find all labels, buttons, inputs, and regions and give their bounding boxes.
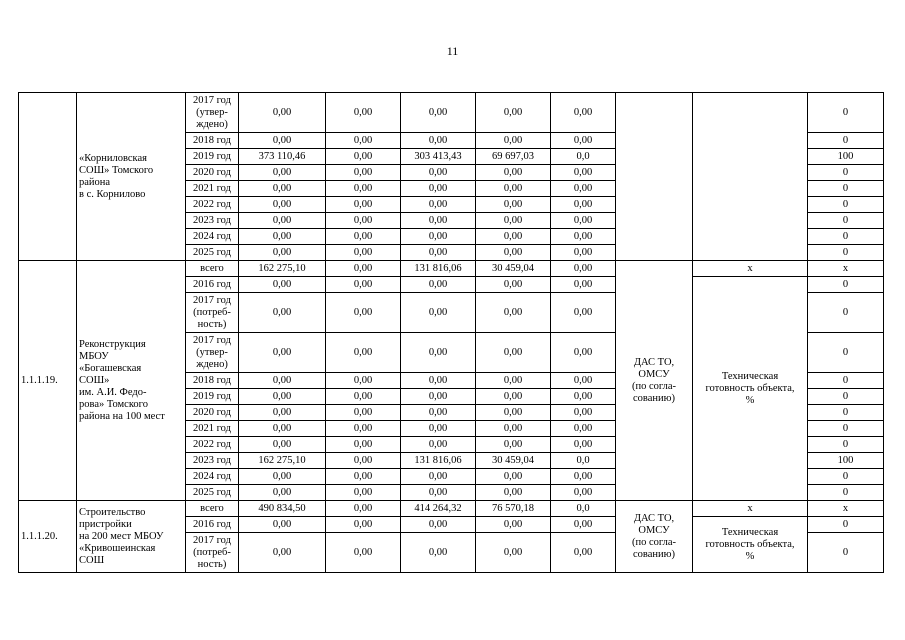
local-cell: 0,00 (476, 293, 551, 333)
local-cell: 0,00 (476, 229, 551, 245)
other-cell: 0,00 (551, 421, 616, 437)
total-cell: 0,00 (239, 133, 326, 149)
federal-cell: 0,00 (326, 261, 401, 277)
year-cell-line: 2016 год (193, 278, 231, 290)
item-title (77, 93, 186, 261)
other-cell: 0,00 (551, 133, 616, 149)
other-cell: 0,00 (551, 469, 616, 485)
year-cell-line: ждено) (196, 358, 228, 370)
federal-cell: 0,00 (326, 93, 401, 133)
year-cell-line: 2018 год (193, 374, 231, 386)
indicator-name-cell-line: готовность объекта, (705, 382, 795, 394)
regional-cell: 0,00 (401, 469, 476, 485)
regional-cell: 0,00 (401, 93, 476, 133)
other-cell: 0,0 (551, 453, 616, 469)
value-cell: 0 (808, 93, 884, 133)
value-cell: 0 (808, 213, 884, 229)
year-cell (186, 181, 239, 197)
federal-cell: 0,00 (326, 485, 401, 501)
year-cell (186, 261, 239, 277)
local-cell: 0,00 (476, 197, 551, 213)
item-title-line: СОШ» Томского (79, 164, 154, 176)
federal-cell: 0,00 (326, 501, 401, 517)
year-cell (186, 389, 239, 405)
item-title-line: СОШ (79, 554, 105, 566)
regional-cell: 0,00 (401, 405, 476, 421)
other-cell: 0,00 (551, 405, 616, 421)
year-cell-line: 2022 год (193, 438, 231, 450)
indicator-name-cell-line: готовность объекта, (705, 538, 795, 550)
federal-cell: 0,00 (326, 197, 401, 213)
indicator-name-cell-line: % (745, 550, 755, 562)
value-cell: 100 (808, 453, 884, 469)
table-row (19, 501, 884, 517)
responsible-cell-line: (по согла- (631, 536, 677, 548)
local-cell: 0,00 (476, 485, 551, 501)
local-cell: 0,00 (476, 437, 551, 453)
other-cell: 0,00 (551, 437, 616, 453)
value-cell: 100 (808, 149, 884, 165)
indicator-name-cell-line: Техническая (721, 370, 779, 382)
item-code: 1.1.1.19. (19, 261, 77, 501)
regional-cell: 0,00 (401, 133, 476, 149)
federal-cell: 0,00 (326, 213, 401, 229)
value-cell: 0 (808, 165, 884, 181)
responsible-cell-line: ДАС ТО, (633, 356, 675, 368)
federal-cell: 0,00 (326, 181, 401, 197)
federal-cell: 0,00 (326, 533, 401, 573)
other-cell: 0,00 (551, 277, 616, 293)
year-cell-line: (утвер- (196, 106, 228, 118)
local-cell: 0,00 (476, 389, 551, 405)
local-cell: 0,00 (476, 133, 551, 149)
other-cell: 0,0 (551, 501, 616, 517)
value-cell: 0 (808, 229, 884, 245)
value-cell: 0 (808, 245, 884, 261)
local-cell: 0,00 (476, 373, 551, 389)
year-cell (186, 405, 239, 421)
indicator-name-cell (693, 517, 808, 573)
indicator-name-cell (693, 93, 808, 261)
page-number: 11 (446, 44, 459, 58)
year-cell-line: (потреб- (193, 306, 231, 318)
local-cell: 0,00 (476, 517, 551, 533)
federal-cell: 0,00 (326, 469, 401, 485)
year-cell-line: 2024 год (193, 230, 231, 242)
year-cell (186, 133, 239, 149)
item-title (77, 261, 186, 501)
other-cell: 0,00 (551, 373, 616, 389)
responsible-cell-line: (по согла- (631, 380, 677, 392)
item-title-line: Строительство (79, 506, 146, 518)
total-cell: 0,00 (239, 437, 326, 453)
year-cell-line: 2023 год (193, 214, 231, 226)
indicator-name-cell-line: % (745, 394, 755, 406)
total-cell: 0,00 (239, 277, 326, 293)
indicator-name-cell-line: Техническая (721, 526, 779, 538)
federal-cell: 0,00 (326, 453, 401, 469)
year-cell (186, 165, 239, 181)
total-cell: 162 275,10 (239, 261, 326, 277)
total-cell: 0,00 (239, 533, 326, 573)
regional-cell: 0,00 (401, 389, 476, 405)
year-cell (186, 213, 239, 229)
year-cell (186, 485, 239, 501)
year-cell-line: 2016 год (193, 518, 231, 530)
item-code: 1.1.1.20. (19, 501, 77, 573)
federal-cell: 0,00 (326, 277, 401, 293)
indicator-cell: х (693, 261, 808, 277)
year-cell-line: (утвер- (196, 346, 228, 358)
year-cell-line: 2024 год (193, 470, 231, 482)
year-cell (186, 469, 239, 485)
local-cell: 0,00 (476, 165, 551, 181)
total-cell: 0,00 (239, 293, 326, 333)
local-cell: 0,00 (476, 421, 551, 437)
year-cell-line: 2017 год (193, 534, 231, 546)
regional-cell: 0,00 (401, 517, 476, 533)
regional-cell: 0,00 (401, 373, 476, 389)
regional-cell: 0,00 (401, 213, 476, 229)
value-cell: 0 (808, 333, 884, 373)
item-title-line: рова» Томского (79, 398, 148, 410)
total-cell: 490 834,50 (239, 501, 326, 517)
other-cell: 0,00 (551, 517, 616, 533)
year-cell (186, 229, 239, 245)
regional-cell: 303 413,43 (401, 149, 476, 165)
regional-cell: 0,00 (401, 245, 476, 261)
year-cell (186, 453, 239, 469)
value-cell: 0 (808, 133, 884, 149)
total-cell: 0,00 (239, 181, 326, 197)
regional-cell: 0,00 (401, 229, 476, 245)
federal-cell: 0,00 (326, 421, 401, 437)
year-cell-line: всего (200, 502, 224, 514)
item-title-line: района (79, 176, 111, 188)
local-cell: 0,00 (476, 213, 551, 229)
item-title-line: МБОУ (79, 350, 109, 362)
federal-cell: 0,00 (326, 389, 401, 405)
other-cell: 0,00 (551, 333, 616, 373)
other-cell: 0,00 (551, 213, 616, 229)
value-cell: 0 (808, 485, 884, 501)
federal-cell: 0,00 (326, 517, 401, 533)
year-cell (186, 333, 239, 373)
local-cell: 0,00 (476, 181, 551, 197)
year-cell (186, 245, 239, 261)
federal-cell: 0,00 (326, 405, 401, 421)
other-cell: 0,00 (551, 93, 616, 133)
responsible-cell-line: сованию) (633, 548, 675, 560)
other-cell: 0,00 (551, 165, 616, 181)
year-cell (186, 197, 239, 213)
year-cell (186, 517, 239, 533)
federal-cell: 0,00 (326, 165, 401, 181)
regional-cell: 131 816,06 (401, 261, 476, 277)
value-cell: 0 (808, 197, 884, 213)
item-title-line: района на 100 мест (79, 410, 165, 422)
responsible-cell (616, 501, 693, 573)
year-cell-line: 2018 год (193, 134, 231, 146)
federal-cell: 0,00 (326, 245, 401, 261)
regional-cell: 0,00 (401, 421, 476, 437)
year-cell (186, 93, 239, 133)
value-cell: 0 (808, 277, 884, 293)
year-cell-line: 2019 год (193, 390, 231, 402)
budget-body (19, 93, 884, 573)
item-code (19, 93, 77, 261)
responsible-cell-line: ОМСУ (638, 368, 670, 380)
local-cell: 0,00 (476, 405, 551, 421)
value-cell: 0 (808, 405, 884, 421)
local-cell: 69 697,03 (476, 149, 551, 165)
indicator-cell: х (693, 501, 808, 517)
federal-cell: 0,00 (326, 133, 401, 149)
value-cell: 0 (808, 517, 884, 533)
local-cell: 0,00 (476, 333, 551, 373)
total-cell: 0,00 (239, 389, 326, 405)
other-cell: 0,0 (551, 149, 616, 165)
budget-table (18, 92, 884, 573)
responsible-cell-line: ДАС ТО, (633, 512, 675, 524)
value-cell: 0 (808, 533, 884, 573)
responsible-cell (616, 261, 693, 501)
total-cell: 0,00 (239, 229, 326, 245)
table-row (19, 93, 884, 133)
regional-cell: 0,00 (401, 181, 476, 197)
local-cell: 0,00 (476, 533, 551, 573)
item-title-line: пристройки (79, 518, 132, 530)
year-cell (186, 533, 239, 573)
total-cell: 0,00 (239, 421, 326, 437)
year-cell-line: 2017 год (193, 94, 231, 106)
responsible-cell-line: ОМСУ (638, 524, 670, 536)
local-cell: 30 459,04 (476, 261, 551, 277)
total-cell: 0,00 (239, 165, 326, 181)
year-cell-line: ждено) (196, 118, 228, 130)
other-cell: 0,00 (551, 533, 616, 573)
value-cell: х (808, 261, 884, 277)
value-cell: 0 (808, 469, 884, 485)
other-cell: 0,00 (551, 181, 616, 197)
value-cell: 0 (808, 293, 884, 333)
other-cell: 0,00 (551, 245, 616, 261)
regional-cell: 131 816,06 (401, 453, 476, 469)
total-cell: 0,00 (239, 93, 326, 133)
item-title-line: на 200 мест МБОУ (79, 530, 164, 542)
value-cell: 0 (808, 421, 884, 437)
year-cell-line: всего (200, 262, 224, 274)
local-cell: 0,00 (476, 93, 551, 133)
total-cell: 0,00 (239, 197, 326, 213)
federal-cell: 0,00 (326, 293, 401, 333)
year-cell-line: 2023 год (193, 454, 231, 466)
regional-cell: 0,00 (401, 277, 476, 293)
responsible-cell-line: сованию) (633, 392, 675, 404)
year-cell-line: 2020 год (193, 406, 231, 418)
total-cell: 0,00 (239, 245, 326, 261)
year-cell-line: 2017 год (193, 294, 231, 306)
year-cell-line: 2020 год (193, 166, 231, 178)
other-cell: 0,00 (551, 485, 616, 501)
year-cell-line: (потреб- (193, 546, 231, 558)
local-cell: 0,00 (476, 469, 551, 485)
federal-cell: 0,00 (326, 437, 401, 453)
year-cell (186, 421, 239, 437)
regional-cell: 414 264,32 (401, 501, 476, 517)
item-title-line: «Корниловская (79, 152, 147, 164)
total-cell: 0,00 (239, 373, 326, 389)
total-cell: 0,00 (239, 517, 326, 533)
year-cell-line: 2025 год (193, 486, 231, 498)
regional-cell: 0,00 (401, 437, 476, 453)
year-cell (186, 373, 239, 389)
regional-cell: 0,00 (401, 533, 476, 573)
total-cell: 0,00 (239, 485, 326, 501)
year-cell-line: 2022 год (193, 198, 231, 210)
other-cell: 0,00 (551, 293, 616, 333)
regional-cell: 0,00 (401, 485, 476, 501)
item-title (77, 501, 186, 573)
regional-cell: 0,00 (401, 197, 476, 213)
regional-cell: 0,00 (401, 165, 476, 181)
federal-cell: 0,00 (326, 373, 401, 389)
year-cell-line: 2021 год (193, 182, 231, 194)
item-title-line: Реконструкция (79, 338, 146, 350)
year-cell (186, 293, 239, 333)
total-cell: 0,00 (239, 213, 326, 229)
responsible-cell (616, 93, 693, 261)
other-cell: 0,00 (551, 229, 616, 245)
other-cell: 0,00 (551, 261, 616, 277)
regional-cell: 0,00 (401, 333, 476, 373)
local-cell: 30 459,04 (476, 453, 551, 469)
year-cell (186, 277, 239, 293)
year-cell-line: 2025 год (193, 246, 231, 258)
year-cell-line: 2017 год (193, 334, 231, 346)
total-cell: 162 275,10 (239, 453, 326, 469)
value-cell: 0 (808, 437, 884, 453)
item-title-line: в с. Корнилово (79, 188, 146, 200)
table-row (19, 261, 884, 277)
local-cell: 0,00 (476, 277, 551, 293)
value-cell: х (808, 501, 884, 517)
item-title-line: «Кривошеинская (79, 542, 156, 554)
item-title-line: им. А.И. Федо- (79, 386, 147, 398)
year-cell (186, 501, 239, 517)
year-cell (186, 437, 239, 453)
item-title-line: СОШ» (79, 374, 110, 386)
other-cell: 0,00 (551, 389, 616, 405)
indicator-name-cell (693, 277, 808, 501)
item-title-line: «Богашевская (79, 362, 142, 374)
year-cell-line: 2019 год (193, 150, 231, 162)
year-cell-line: ность) (197, 318, 227, 330)
federal-cell: 0,00 (326, 149, 401, 165)
total-cell: 373 110,46 (239, 149, 326, 165)
value-cell: 0 (808, 181, 884, 197)
local-cell: 0,00 (476, 245, 551, 261)
year-cell-line: ность) (197, 558, 227, 570)
federal-cell: 0,00 (326, 229, 401, 245)
total-cell: 0,00 (239, 469, 326, 485)
other-cell: 0,00 (551, 197, 616, 213)
value-cell: 0 (808, 389, 884, 405)
local-cell: 76 570,18 (476, 501, 551, 517)
total-cell: 0,00 (239, 333, 326, 373)
total-cell: 0,00 (239, 405, 326, 421)
federal-cell: 0,00 (326, 333, 401, 373)
year-cell-line: 2021 год (193, 422, 231, 434)
regional-cell: 0,00 (401, 293, 476, 333)
year-cell (186, 149, 239, 165)
value-cell: 0 (808, 373, 884, 389)
